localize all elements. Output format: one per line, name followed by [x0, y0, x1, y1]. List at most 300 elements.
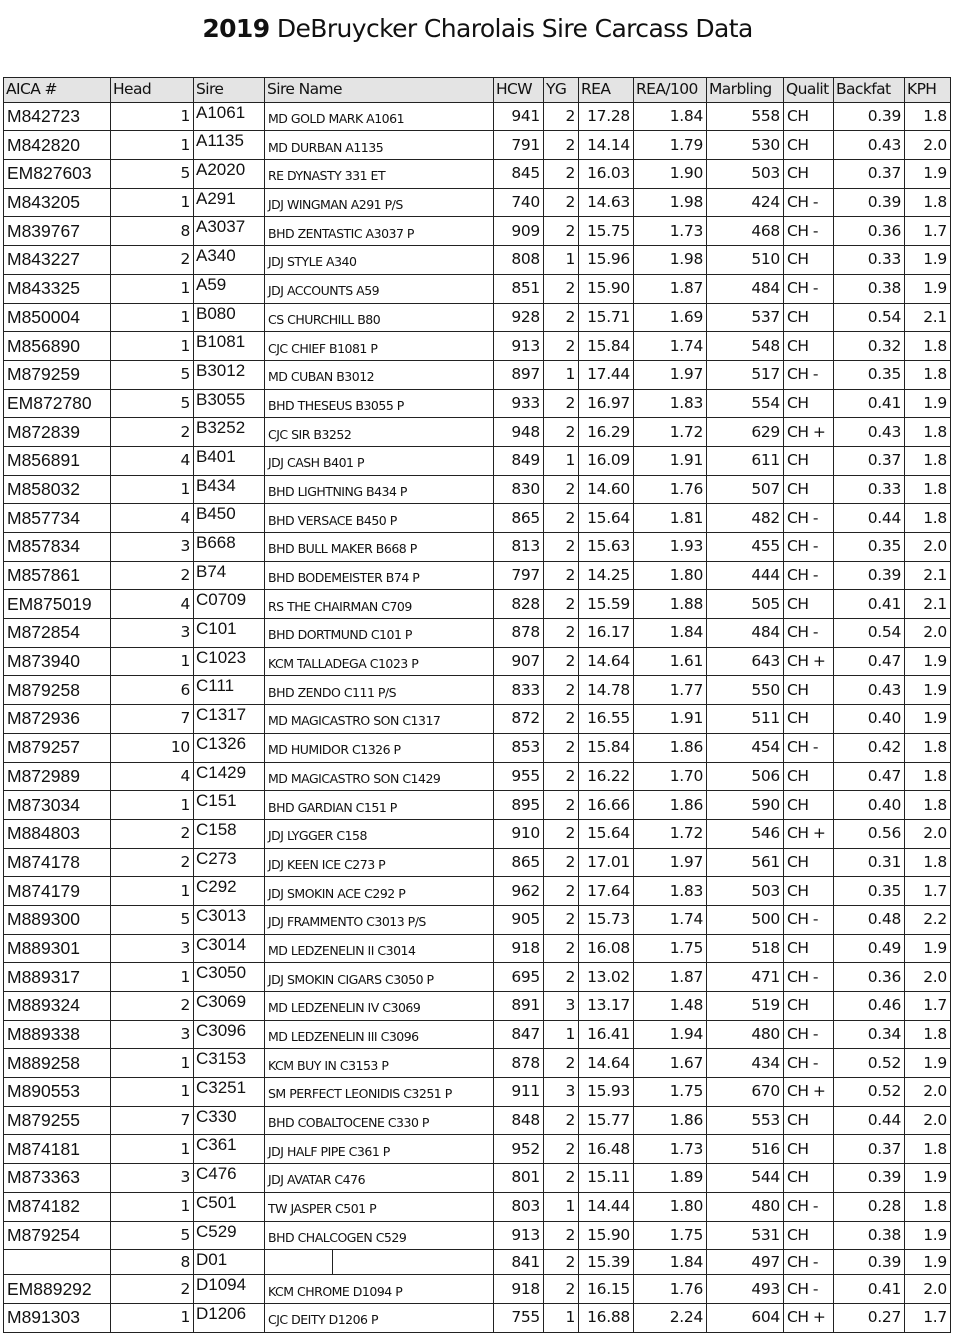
cell-quality: CH — [784, 160, 834, 189]
cell-sire: B668 — [194, 533, 265, 562]
cell-aica: EM872780 — [4, 389, 111, 418]
cell-quality: CH — [784, 1221, 834, 1250]
cell-yg: 2 — [544, 332, 579, 361]
cell-rea: 15.39 — [579, 1250, 634, 1275]
table-row — [4, 1275, 951, 1304]
cell-sire: B401 — [194, 446, 265, 475]
cell-quality: CH - — [784, 963, 834, 992]
cell-quality: CH - — [784, 360, 834, 389]
cell-rea-per-100: 1.91 — [634, 705, 707, 734]
cell-rea-per-100: 1.97 — [634, 360, 707, 389]
cell-quality: CH - — [784, 1049, 834, 1078]
cell-kph: 1.9 — [905, 934, 951, 963]
cell-marbling: 434 — [707, 1049, 784, 1078]
cell-quality: CH - — [784, 533, 834, 562]
cell-aica: M873034 — [4, 791, 111, 820]
cell-rea-per-100: 1.84 — [634, 619, 707, 648]
cell-yg: 2 — [544, 1275, 579, 1304]
cell-sire: B080 — [194, 303, 265, 332]
cell-backfat: 0.44 — [834, 504, 905, 533]
cell-aica: M889301 — [4, 934, 111, 963]
cell-aica: M843227 — [4, 246, 111, 275]
cell-quality: CH — [784, 102, 834, 131]
cell-rea: 15.90 — [579, 274, 634, 303]
cell-kph: 2.0 — [905, 533, 951, 562]
cell-rea: 15.11 — [579, 1164, 634, 1193]
table-body — [4, 102, 951, 1332]
cell-kph: 1.8 — [905, 1192, 951, 1221]
cell-head: 1 — [111, 791, 194, 820]
cell-sire: C3069 — [194, 992, 265, 1021]
cell-rea: 16.66 — [579, 791, 634, 820]
cell-sire: B1081 — [194, 332, 265, 361]
cell-head: 1 — [111, 1078, 194, 1107]
cell-sire: C3050 — [194, 963, 265, 992]
cell-rea: 14.64 — [579, 1049, 634, 1078]
cell-backfat: 0.43 — [834, 131, 905, 160]
cell-marbling: 670 — [707, 1078, 784, 1107]
cell-head: 2 — [111, 819, 194, 848]
cell-quality: CH - — [784, 733, 834, 762]
cell-rea-per-100: 1.79 — [634, 131, 707, 160]
cell-sire: A3037 — [194, 217, 265, 246]
cell-backfat: 0.54 — [834, 619, 905, 648]
cell-backfat: 0.56 — [834, 819, 905, 848]
cell-sire-name: MD HUMIDOR C1326 P — [265, 733, 494, 762]
cell-quality: CH - — [784, 188, 834, 217]
cell-backfat: 0.43 — [834, 418, 905, 447]
cell-rea-per-100: 1.61 — [634, 647, 707, 676]
cell-hcw: 948 — [494, 418, 544, 447]
cell-rea: 14.44 — [579, 1192, 634, 1221]
cell-rea: 13.17 — [579, 992, 634, 1021]
cell-marbling: 424 — [707, 188, 784, 217]
cell-kph: 2.1 — [905, 303, 951, 332]
cell-hcw: 933 — [494, 389, 544, 418]
column-header-aica: AICA # — [4, 78, 111, 103]
cell-rea-per-100: 1.86 — [634, 791, 707, 820]
cell-rea-per-100: 1.97 — [634, 848, 707, 877]
cell-hcw: 918 — [494, 1275, 544, 1304]
cell-rea-per-100: 1.75 — [634, 1221, 707, 1250]
cell-rea: 16.41 — [579, 1020, 634, 1049]
cell-backfat: 0.40 — [834, 791, 905, 820]
cell-sire-name: CJC SIR B3252 — [265, 418, 494, 447]
cell-sire: B74 — [194, 561, 265, 590]
cell-marbling: 537 — [707, 303, 784, 332]
cell-sire-name: JDJ SMOKIN ACE C292 P — [265, 877, 494, 906]
cell-head: 3 — [111, 1164, 194, 1193]
cell-kph: 1.9 — [905, 705, 951, 734]
cell-yg: 2 — [544, 102, 579, 131]
cell-head: 1 — [111, 274, 194, 303]
cell-kph: 1.9 — [905, 1250, 951, 1275]
cell-sire-name: MD LEDZENELIN IV C3069 — [265, 992, 494, 1021]
cell-aica: M872936 — [4, 705, 111, 734]
cell-backfat: 0.44 — [834, 1106, 905, 1135]
cell-hcw: 895 — [494, 791, 544, 820]
cell-sire: A1061 — [194, 102, 265, 131]
cell-marbling: 548 — [707, 332, 784, 361]
cell-rea-per-100: 1.81 — [634, 504, 707, 533]
table-row — [4, 934, 951, 963]
cell-rea-per-100: 1.80 — [634, 1192, 707, 1221]
cell-kph: 1.8 — [905, 418, 951, 447]
cell-aica: M879258 — [4, 676, 111, 705]
table-row — [4, 905, 951, 934]
cell-head: 7 — [111, 705, 194, 734]
cell-hcw: 695 — [494, 963, 544, 992]
cell-hcw: 865 — [494, 848, 544, 877]
cell-backfat: 0.52 — [834, 1078, 905, 1107]
cell-sire: B3252 — [194, 418, 265, 447]
cell-rea-per-100: 1.67 — [634, 1049, 707, 1078]
cell-sire-name: MD DURBAN A1135 — [265, 131, 494, 160]
cell-aica: M874181 — [4, 1135, 111, 1164]
cell-aica: M856890 — [4, 332, 111, 361]
cell-yg: 2 — [544, 160, 579, 189]
cell-sire-name: BHD LIGHTNING B434 P — [265, 475, 494, 504]
table-row — [4, 1221, 951, 1250]
cell-rea: 16.55 — [579, 705, 634, 734]
cell-marbling: 629 — [707, 418, 784, 447]
cell-backfat: 0.47 — [834, 647, 905, 676]
cell-sire-name: RE DYNASTY 331 ET — [265, 160, 494, 189]
cell-rea: 17.44 — [579, 360, 634, 389]
cell-rea: 15.93 — [579, 1078, 634, 1107]
cell-yg: 2 — [544, 905, 579, 934]
cell-kph: 1.8 — [905, 102, 951, 131]
cell-sire-name: MD LEDZENELIN III C3096 — [265, 1020, 494, 1049]
cell-sire: B3055 — [194, 389, 265, 418]
cell-sire-name: JDJ LYGGER C158 — [265, 819, 494, 848]
cell-yg: 3 — [544, 1078, 579, 1107]
cell-kph: 1.9 — [905, 1049, 951, 1078]
cell-hcw: 913 — [494, 1221, 544, 1250]
cell-rea-per-100: 1.83 — [634, 389, 707, 418]
table-row — [4, 360, 951, 389]
cell-rea-per-100: 1.93 — [634, 533, 707, 562]
table-row — [4, 533, 951, 562]
cell-rea: 16.88 — [579, 1303, 634, 1332]
cell-sire: A340 — [194, 246, 265, 275]
cell-sire-name: JDJ HALF PIPE C361 P — [265, 1135, 494, 1164]
cell-hcw: 891 — [494, 992, 544, 1021]
cell-yg: 2 — [544, 590, 579, 619]
cell-backfat: 0.35 — [834, 533, 905, 562]
cell-rea-per-100: 1.74 — [634, 905, 707, 934]
cell-head: 1 — [111, 131, 194, 160]
cell-sire-name: BHD BULL MAKER B668 P — [265, 533, 494, 562]
cell-marbling: 561 — [707, 848, 784, 877]
cell-head: 1 — [111, 303, 194, 332]
cell-sire: C3096 — [194, 1020, 265, 1049]
cell-yg: 2 — [544, 274, 579, 303]
cell-kph: 2.1 — [905, 561, 951, 590]
cell-kph: 2.0 — [905, 619, 951, 648]
cell-backfat: 0.31 — [834, 848, 905, 877]
cell-head: 1 — [111, 647, 194, 676]
cell-marbling: 544 — [707, 1164, 784, 1193]
cell-backfat: 0.37 — [834, 446, 905, 475]
cell-backfat: 0.33 — [834, 246, 905, 275]
cell-head: 5 — [111, 1221, 194, 1250]
cell-hcw: 841 — [494, 1250, 544, 1275]
column-header-sire: Sire — [194, 78, 265, 103]
cell-backfat: 0.47 — [834, 762, 905, 791]
cell-head: 2 — [111, 1275, 194, 1304]
cell-quality: CH — [784, 676, 834, 705]
cell-head: 7 — [111, 1106, 194, 1135]
cell-sire: C529 — [194, 1221, 265, 1250]
table-row — [4, 963, 951, 992]
cell-aica: M879257 — [4, 733, 111, 762]
cell-rea-per-100: 1.94 — [634, 1020, 707, 1049]
table-row — [4, 1020, 951, 1049]
cell-aica: M889338 — [4, 1020, 111, 1049]
cell-sire-name: JDJ STYLE A340 — [265, 246, 494, 275]
cell-kph: 1.8 — [905, 188, 951, 217]
cell-aica: M874178 — [4, 848, 111, 877]
cell-kph: 1.7 — [905, 877, 951, 906]
cell-yg: 2 — [544, 504, 579, 533]
cell-kph: 2.0 — [905, 131, 951, 160]
cell-sire: C330 — [194, 1106, 265, 1135]
table-row — [4, 303, 951, 332]
cell-sire-name: MD GOLD MARK A1061 — [265, 102, 494, 131]
cell-head: 3 — [111, 619, 194, 648]
cell-sire-name: JDJ FRAMMENTO C3013 P/S — [265, 905, 494, 934]
cell-hcw: 830 — [494, 475, 544, 504]
cell-hcw: 851 — [494, 274, 544, 303]
cell-rea-per-100: 1.80 — [634, 561, 707, 590]
cell-sire: C1326 — [194, 733, 265, 762]
cell-backfat: 0.35 — [834, 360, 905, 389]
cell-aica: M872989 — [4, 762, 111, 791]
cell-kph: 1.9 — [905, 274, 951, 303]
cell-rea-per-100: 1.74 — [634, 332, 707, 361]
cell-head: 4 — [111, 762, 194, 791]
cell-sire-name: BHD ZENDO C111 P/S — [265, 676, 494, 705]
cell-rea: 14.60 — [579, 475, 634, 504]
cell-marbling: 484 — [707, 619, 784, 648]
cell-marbling: 497 — [707, 1250, 784, 1275]
cell-backfat: 0.36 — [834, 963, 905, 992]
cell-quality: CH + — [784, 819, 834, 848]
cell-rea-per-100: 1.86 — [634, 1106, 707, 1135]
cell-hcw: 845 — [494, 160, 544, 189]
cell-rea: 17.01 — [579, 848, 634, 877]
cell-quality: CH - — [784, 274, 834, 303]
cell-marbling: 506 — [707, 762, 784, 791]
cell-quality: CH — [784, 475, 834, 504]
cell-marbling: 505 — [707, 590, 784, 619]
cell-quality: CH — [784, 332, 834, 361]
cell-hcw: 878 — [494, 619, 544, 648]
cell-rea-per-100: 1.87 — [634, 274, 707, 303]
cell-head: 8 — [111, 217, 194, 246]
cell-aica: M890553 — [4, 1078, 111, 1107]
cell-sire-name: BHD VERSACE B450 P — [265, 504, 494, 533]
cell-kph: 1.9 — [905, 676, 951, 705]
column-header-marbling: Marbling — [707, 78, 784, 103]
column-header-quality: Qualit — [784, 78, 834, 103]
cell-yg: 2 — [544, 533, 579, 562]
cell-marbling: 518 — [707, 934, 784, 963]
cell-rea-per-100: 1.90 — [634, 160, 707, 189]
cell-rea: 16.17 — [579, 619, 634, 648]
cell-sire-name: KCM BUY IN C3153 P — [265, 1049, 494, 1078]
cell-backfat: 0.41 — [834, 590, 905, 619]
cell-sire-name: BHD BODEMEISTER B74 P — [265, 561, 494, 590]
cell-quality: CH + — [784, 1303, 834, 1332]
cell-sire: C158 — [194, 819, 265, 848]
table-row — [4, 762, 951, 791]
cell-marbling: 604 — [707, 1303, 784, 1332]
cell-sire: B434 — [194, 475, 265, 504]
cell-kph: 2.1 — [905, 590, 951, 619]
column-header-sire-name: Sire Name — [265, 78, 494, 103]
cell-yg: 2 — [544, 619, 579, 648]
cell-aica: M889324 — [4, 992, 111, 1021]
cell-marbling: 444 — [707, 561, 784, 590]
cell-hcw: 865 — [494, 504, 544, 533]
cell-rea: 16.22 — [579, 762, 634, 791]
cell-aica: M857834 — [4, 533, 111, 562]
cell-hcw: 755 — [494, 1303, 544, 1332]
cell-hcw: 808 — [494, 246, 544, 275]
cell-rea-per-100: 1.84 — [634, 1250, 707, 1275]
cell-hcw: 813 — [494, 533, 544, 562]
cell-rea-per-100: 1.75 — [634, 1078, 707, 1107]
cell-aica: M850004 — [4, 303, 111, 332]
table-row — [4, 188, 951, 217]
cell-sire: C3153 — [194, 1049, 265, 1078]
cell-quality: CH - — [784, 905, 834, 934]
cell-hcw: 909 — [494, 217, 544, 246]
cell-backfat: 0.36 — [834, 217, 905, 246]
cell-sire: D1094 — [194, 1275, 265, 1304]
cell-hcw: 849 — [494, 446, 544, 475]
cell-backfat: 0.48 — [834, 905, 905, 934]
cell-quality: CH - — [784, 1250, 834, 1275]
cell-quality: CH - — [784, 1192, 834, 1221]
cell-yg: 2 — [544, 676, 579, 705]
cell-rea-per-100: 1.87 — [634, 963, 707, 992]
cell-rea-per-100: 1.72 — [634, 819, 707, 848]
cell-aica: M889300 — [4, 905, 111, 934]
cell-rea: 14.63 — [579, 188, 634, 217]
cell-quality: CH — [784, 705, 834, 734]
column-header-head: Head — [111, 78, 194, 103]
cell-yg: 2 — [544, 819, 579, 848]
cell-sire: C151 — [194, 791, 265, 820]
table-row — [4, 1303, 951, 1332]
cell-aica: M842820 — [4, 131, 111, 160]
cell-sire-name: BHD THESEUS B3055 P — [265, 389, 494, 418]
cell-hcw: 803 — [494, 1192, 544, 1221]
cell-sire: C1023 — [194, 647, 265, 676]
cell-hcw: 952 — [494, 1135, 544, 1164]
cell-aica: EM875019 — [4, 590, 111, 619]
cell-rea: 15.96 — [579, 246, 634, 275]
cell-kph: 2.0 — [905, 1275, 951, 1304]
cell-rea: 15.63 — [579, 533, 634, 562]
cell-head: 1 — [111, 877, 194, 906]
cell-head: 1 — [111, 1303, 194, 1332]
table-row — [4, 848, 951, 877]
table-row — [4, 647, 951, 676]
cell-marbling: 510 — [707, 246, 784, 275]
table-row — [4, 246, 951, 275]
cell-rea-per-100: 1.91 — [634, 446, 707, 475]
cell-head: 2 — [111, 418, 194, 447]
cell-sire-name: BHD ZENTASTIC A3037 P — [265, 217, 494, 246]
cell-rea: 14.25 — [579, 561, 634, 590]
cell-kph: 1.8 — [905, 1020, 951, 1049]
cell-aica: M884803 — [4, 819, 111, 848]
cell-backfat: 0.33 — [834, 475, 905, 504]
cell-head: 5 — [111, 360, 194, 389]
cell-quality: CH — [784, 446, 834, 475]
cell-kph: 1.9 — [905, 647, 951, 676]
cell-head: 5 — [111, 905, 194, 934]
cell-rea: 15.84 — [579, 332, 634, 361]
cell-quality: CH — [784, 389, 834, 418]
cell-kph: 1.8 — [905, 1135, 951, 1164]
cell-aica: M872854 — [4, 619, 111, 648]
empty-cell-divider — [265, 1250, 333, 1274]
cell-marbling: 482 — [707, 504, 784, 533]
cell-head: 2 — [111, 246, 194, 275]
cell-head: 4 — [111, 590, 194, 619]
cell-rea-per-100: 1.75 — [634, 934, 707, 963]
cell-sire-name: TW JASPER C501 P — [265, 1192, 494, 1221]
cell-aica: M879259 — [4, 360, 111, 389]
cell-yg: 2 — [544, 389, 579, 418]
cell-marbling: 468 — [707, 217, 784, 246]
column-header-kph: KPH — [905, 78, 951, 103]
cell-backfat: 0.54 — [834, 303, 905, 332]
table-row — [4, 676, 951, 705]
cell-marbling: 531 — [707, 1221, 784, 1250]
cell-sire-name: JDJ KEEN ICE C273 P — [265, 848, 494, 877]
cell-head: 5 — [111, 389, 194, 418]
cell-sire: C361 — [194, 1135, 265, 1164]
cell-quality: CH — [784, 1106, 834, 1135]
table-row — [4, 1192, 951, 1221]
cell-hcw: 911 — [494, 1078, 544, 1107]
cell-aica: M842723 — [4, 102, 111, 131]
cell-marbling: 493 — [707, 1275, 784, 1304]
cell-aica: M873940 — [4, 647, 111, 676]
cell-kph: 2.2 — [905, 905, 951, 934]
cell-yg: 2 — [544, 188, 579, 217]
cell-quality: CH — [784, 1135, 834, 1164]
cell-aica — [4, 1250, 111, 1275]
cell-kph: 1.9 — [905, 246, 951, 275]
cell-yg: 2 — [544, 1164, 579, 1193]
cell-kph: 1.8 — [905, 733, 951, 762]
cell-sire: C0709 — [194, 590, 265, 619]
cell-backfat: 0.35 — [834, 877, 905, 906]
cell-hcw: 872 — [494, 705, 544, 734]
cell-marbling: 590 — [707, 791, 784, 820]
cell-kph: 1.8 — [905, 762, 951, 791]
cell-rea: 16.48 — [579, 1135, 634, 1164]
cell-sire-name: MD MAGICASTRO SON C1429 — [265, 762, 494, 791]
cell-aica: M857734 — [4, 504, 111, 533]
